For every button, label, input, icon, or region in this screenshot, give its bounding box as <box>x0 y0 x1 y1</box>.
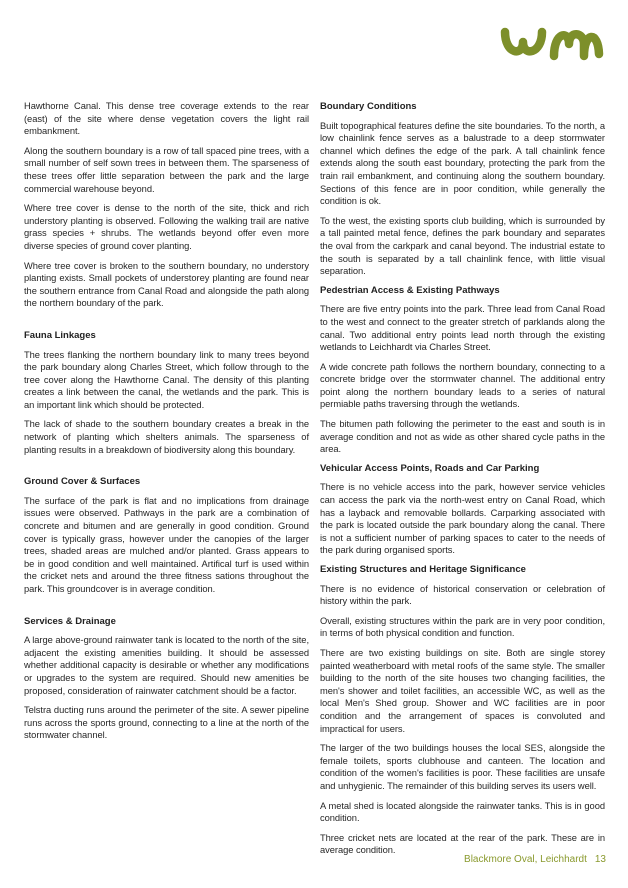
paragraph: A large above-ground rainwater tank is located to the north of the site, adjacent the existing amenities building. It should be assessed whether additional capacity is desirable or whether any modifications or upgrades to the system are required. Should new amenities be proposed, consideration of rainwater catchment should be a factor. <box>24 635 309 696</box>
paragraph: To the west, the existing sports club building, which is surrounded by a tall painted metal fence, defines the park boundary and separates the oval from the carkpark and canal beyond. The industrial estate to the south is separated by a tall chainlink fence, with little visual separation. <box>320 215 605 277</box>
paragraph: The larger of the two buildings houses the local SES, alongside the female toilets, sports clubhouse and canteen. The location and condition of the women's facilities is poor. These facilities are unsafe and unhygienic. The remainder of this building serves its users well. <box>320 743 605 791</box>
paragraph: There is no evidence of historical conservation or celebration of history within the park. <box>320 583 605 607</box>
right-column <box>320 100 605 864</box>
paragraph: There is no vehicle access into the park, however service vehicles can access the park via the north-west entry on Canal Road, which has a layback and removable bollards. Carparking associated with the park is located outside the park boundary along the canal. There is not a sufficient number of parking spaces to cater to the needs of the park during organised sports. <box>320 482 605 556</box>
paragraph: Overall, existing structures within the park are in very poor condition, in terms of both physical condition and function. <box>320 615 605 639</box>
paragraph: The bitumen path following the perimeter to the east and south is in average condition and not as wide as other shared cycle paths in the area. <box>320 419 605 455</box>
heading-services-drainage: Services & Drainage <box>24 615 116 627</box>
heading-fauna-linkages: Fauna Linkages <box>24 329 96 341</box>
paragraph: Telstra ducting runs around the perimeter of the site. A sewer pipeline runs across the sports ground, connecting to a line at the north of the stormwater channel. <box>24 705 309 741</box>
page-footer <box>464 853 606 867</box>
heading-ground-cover: Ground Cover & Surfaces <box>24 476 141 488</box>
paragraph: Where tree cover is broken to the southern boundary, no understory planting exists. Small pockets of understorey planting are found near the southern entrance from Canal Road and alongside the path along the northern boundary of the park. <box>24 260 309 309</box>
paragraph: The trees flanking the northern boundary link to many trees beyond the park boundary along Charles Street, which follow through to the tree cover along the Hawthorne Canal. The density of this planting creates a link between the canal, the wetlands and the park. This is an important link which should be protected. <box>24 349 309 410</box>
paragraph: Hawthorne Canal. This dense tree coverage extends to the rear (east) of the site where dense vegetation covers the light rail embankment. <box>24 101 309 137</box>
heading-boundary-conditions: Boundary Conditions <box>320 101 417 112</box>
paragraph: Where tree cover is dense to the north of the site, thick and rich understory planting is observed. Following the walking trail are native grass species + shrubs. The wetlands beyond offer even more diverse species of ground cover planting. <box>24 203 309 251</box>
company-logo <box>498 24 606 62</box>
left-column <box>24 100 309 749</box>
heading-vehicular-access: Vehicular Access Points, Roads and Car Parking <box>320 462 540 474</box>
paragraph: Along the southern boundary is a row of tall spaced pine trees, with a small number of self sown trees in between them. The sparseness of these trees offer little separation between the park and the large commercial warehouse beyond. <box>24 145 309 194</box>
heading-existing-structures: Existing Structures and Heritage Significance <box>320 564 526 575</box>
heading-pedestrian-access: Pedestrian Access & Existing Pathways <box>320 284 500 296</box>
paragraph: The lack of shade to the southern boundary creates a break in the network of planting which shelters animals. The sparseness of planting results in a breakdown of biodiversity along this boundary. <box>24 419 309 455</box>
paragraph: There are two existing buildings on site. Both are single storey painted weatherboard with metal roofs of the same style. The smaller building to the north of the site houses two changing facilities, the men's shower and toilet facilities, an accessible WC, as well as the local Men's Shed group. Shower and WC facilities are in poor condition and the arrangement of spaces is convoluted and impractical for users. <box>320 647 605 734</box>
footer-title: Blackmore Oval, Leichhardt <box>464 854 587 865</box>
paragraph: Three cricket nets are located at the rear of the park. These are in average condition. <box>320 832 605 856</box>
paragraph: There are five entry points into the park. Three lead from Canal Road to the west and connect to the greater stretch of parklands along the canal. Two additional entry points lead north through the existing wetlands to Leichhardt via Charles Street. <box>320 304 605 353</box>
paragraph: Built topographical features define the site boundaries. To the north, a low chainlink fence serves as a balustrade to a deep stormwater channel which defines the edge of the park. A tall chainlink fence extends along the south east boundary, protecting the park from the train rail embankment, and continuing along the southern boundary. Sections of this fence are in poor condition, while generally the condition is ok. <box>320 120 605 207</box>
paragraph: A metal shed is located alongside the rainwater tanks. This is in good condition. <box>320 800 605 824</box>
page-number: 13 <box>594 854 606 865</box>
paragraph: The surface of the park is flat and no implications from drainage issues were observed. Pathways in the park are a combination of concrete and bitumen and are generally in good condition. Ground cover is typically grass, however under the canopies of the larger trees, shaded areas are mulched and/or planted. Grass appears to be in good condition and well maintained. Artifical turf is used within the cricket nets and around the three fitness sations throughout the park. This groundcover is in average condition. <box>24 495 309 594</box>
paragraph: A wide concrete path follows the northern boundary, connecting to a concrete bridge over the stormwater channel. The additional entry point along the northern boundary leads to a series of natural permiable paths traversing through the wetlands. <box>320 361 605 410</box>
